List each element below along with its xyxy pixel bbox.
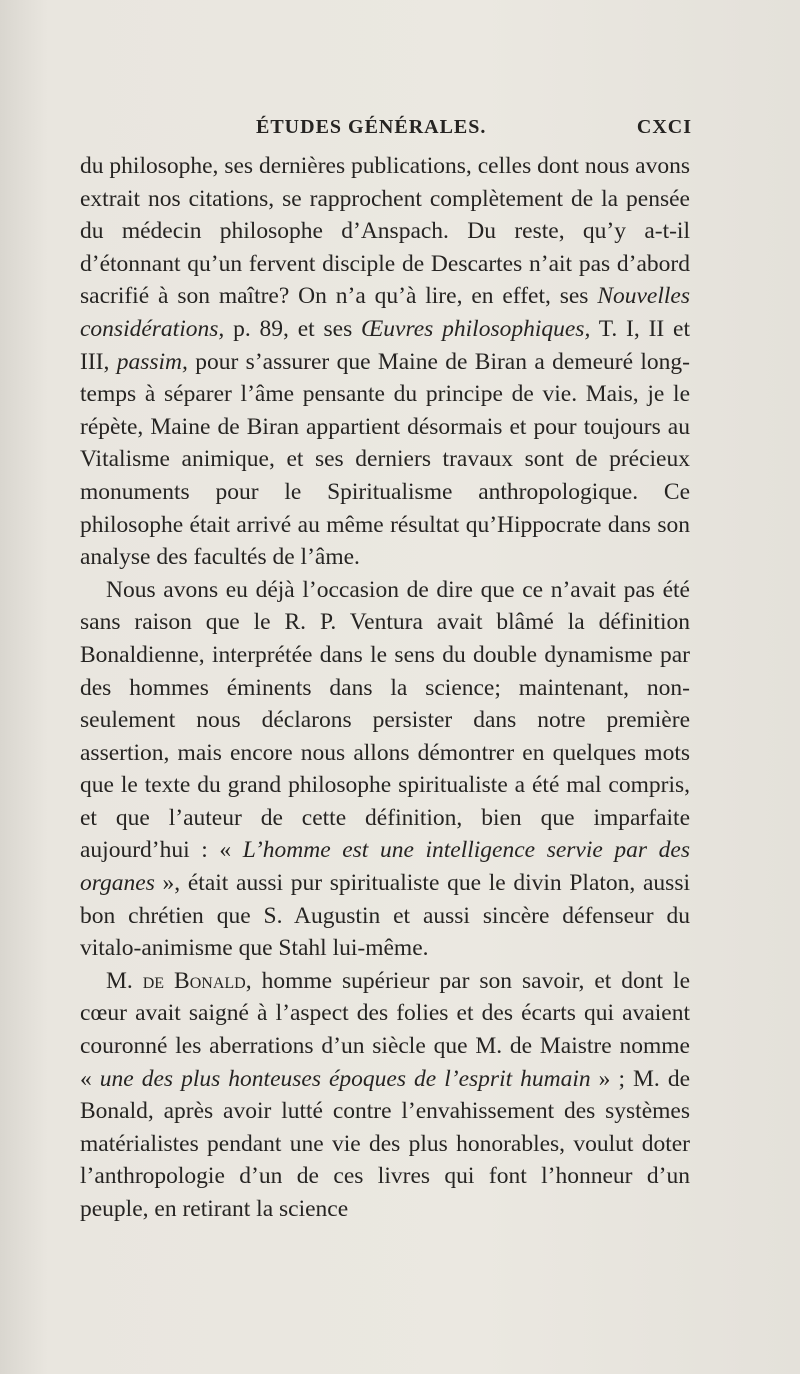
text-run: du philosophe, ses dernières publications, celles dont nous avons extrait nos citations, se rapprochent complètement de la pensée du médecin philosophe d’Anspach. Du reste, qu’y a-t-il d’étonnant qu’un fervent disciple de Descartes n’ait pas d’abord sacrifié à son maître? On n’a qu’à lire, en effet, ses (80, 153, 690, 310)
running-title: ÉTUDES GÉNÉRALES. (256, 116, 487, 138)
text-run: », était aussi pur spiritualiste que le divin Platon, aussi bon chrétien que S. Augustin et aussi sincère défenseur du vitalo-animisme que Stahl lui-même. (80, 870, 690, 962)
paragraph (80, 965, 690, 1226)
italic-text: passim, (116, 348, 188, 375)
small-caps-text: de Bonald (142, 967, 246, 994)
text-body (80, 150, 690, 1226)
paragraph (80, 150, 690, 574)
text-run: pour s’assurer que Maine de Biran a demeuré long-temps à séparer l’âme pensante du principe de vie. Mais, je le répète, Maine de Biran appartient désormais et pour toujours au Vitalisme animique, et ses derniers travaux sont de précieux monuments pour le Spiritualisme anthropologique. Ce philosophe était arrivé au même résultat qu’Hippocrate dans son analyse des facultés de l’âme. (80, 348, 690, 571)
paragraph (80, 574, 690, 965)
italic-text: L’homme est une intelligence servie par des organes (80, 837, 690, 897)
italic-text: Œuvres philosophiques, (361, 315, 591, 342)
italic-text: une des plus honteuses époques de l’esprit humain (99, 1065, 591, 1092)
text-run: , homme supérieur par son savoir, et dont le cœur avait saigné à l’aspect des folies et des écarts qui avaient couronné les aberrations d’un siècle que M. de Maistre nomme « (80, 967, 690, 1092)
text-run: M. (106, 967, 143, 994)
italic-text: Nouvelles considérations, (80, 283, 690, 342)
page-header (78, 112, 692, 144)
text-run: T. I, II et III, (80, 315, 691, 375)
text-run: » ; M. de Bonald, après avoir lutté contre l’envahissement des systèmes matérialistes pendant une vie des plus honorables, voulut doter l’anthropologie d’un de ces livres qui font l’honneur d’un peuple, en retirant la science (80, 1065, 690, 1222)
text-run: Nous avons eu déjà l’occasion de dire que ce n’avait pas été sans raison que le R. P. Ventura avait blâmé la définition Bonaldienne, interprétée dans le sens du double dynamisme par des hommes éminents dans la science; maintenant, non-seulement nous déclarons persister dans notre première assertion, mais encore nous allons démontrer en quelques mots que le texte du grand philosophe spiritualiste a été mal compris, et que l’auteur de cette définition, bien que imparfaite aujourd’hui : « (80, 576, 690, 864)
page-number: CXCI (636, 116, 692, 138)
text-run: p. 89, et ses (224, 315, 362, 342)
